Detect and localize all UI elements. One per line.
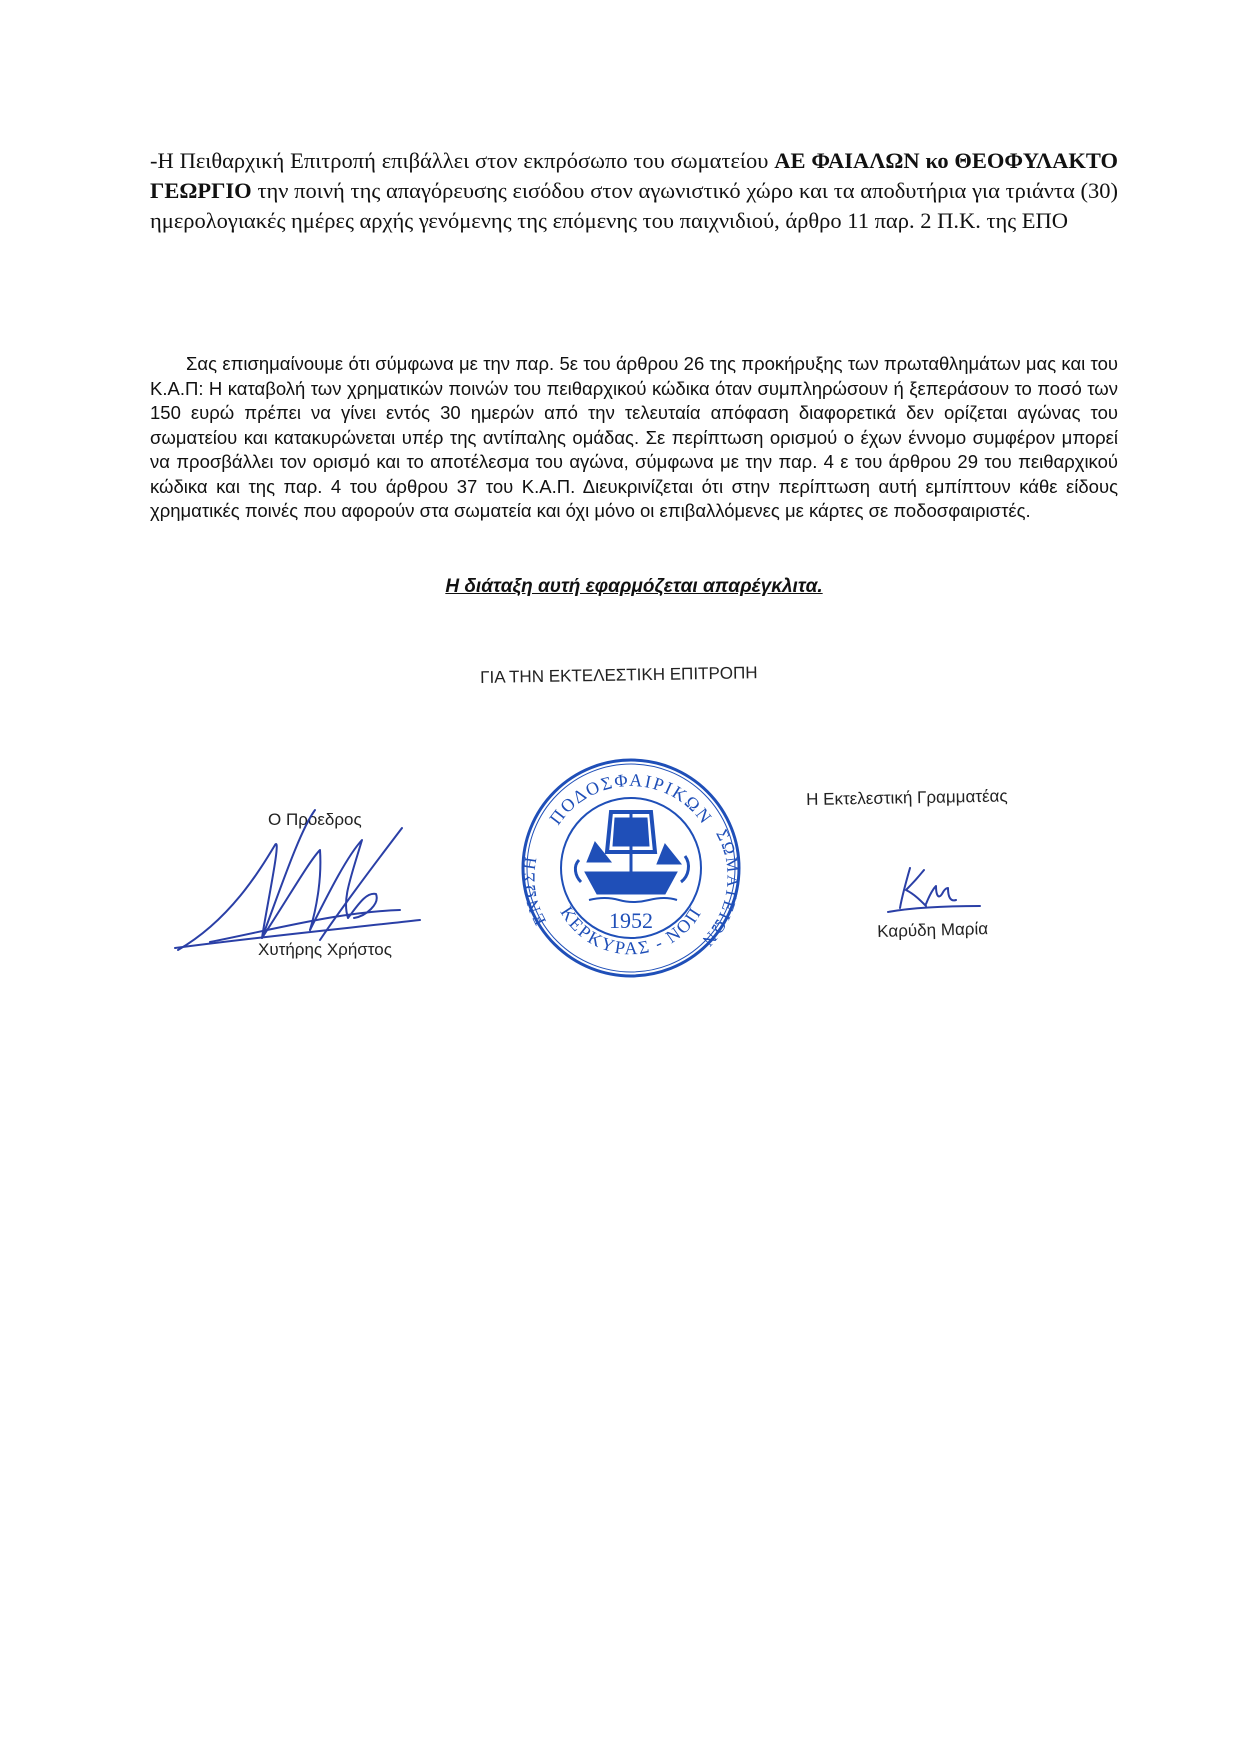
seal-year: 1952 — [609, 908, 653, 933]
president-title: Ο Πρόεδρος — [268, 810, 362, 829]
secretary-signature — [880, 860, 990, 920]
secretary-title: Η Εκτελεστική Γραμματέας — [806, 786, 1008, 809]
penalty-lead: -Η Πειθαρχική Επιτροπή επιβάλλει στον εκπρόσωπο του σωματείου — [150, 148, 769, 173]
penalty-details: την ποινή της απαγόρευσης εισόδου στον αγωνιστικό χώρο και τα αποδυτήρια για τριάντα (30) ημερολογιακές ημέρες αρχής γενόμενης της επόμενης του παιχνιδιού, άρθρο 11 παρ. 2 Π.Κ. της ΕΠΟ — [150, 178, 1118, 233]
committee-heading: ΓΙΑ ΤΗΝ ΕΚΤΕΛΕΣΤΙΚΗ ΕΠΙΤΡΟΠΗ — [480, 663, 758, 687]
secretary-name: Καρύδη Μαρία — [877, 919, 989, 941]
penalty-paragraph — [150, 146, 1118, 236]
ship-icon — [575, 810, 688, 902]
strict-application-notice: Η διάταξη αυτή εφαρμόζεται απαρέγκλιτα. — [445, 576, 823, 597]
payment-rules-text: Σας επισημαίνουμε ότι σύμφωνα με την παρ. 5ε του άρθρου 26 της προκήρυξης των πρωταθλημάτων μας και του Κ.Α.Π: Η καταβολή των χρηματικών ποινών του πειθαρχικού κώδικα όταν συμπληρώσουν ή ξεπεράσουν το ποσό των 150 ευρώ πρέπει να γίνει εντός 30 ημερών από την τελευταία απόφαση διαφορετικά δεν ορίζεται αγώνας του σωματείου και κατακυρώνεται υπέρ της αντίπαλης ομάδας. Σε περίπτωση ορισμού ο έχων έννομο συμφέρον μπορεί να προσβάλλει τον ορισμό και το αποτέλεσμα του αγώνα, σύμφωνα με την παρ. 4 ε του άρθρου 29 του πειθαρχικού κώδικα και της παρ. 4 του άρθρου 37 του Κ.Α.Π. Διευκρινίζεται ότι στην περίπτωση αυτή εμπίπτουν κάθε είδους χρηματικές ποινές που αφορούν στα σωματεία και όχι μόνο οι επιβαλλόμενες με κάρτες σε ποδοσφαιριστές. — [150, 353, 1118, 521]
svg-text:ΕΝΩΣΗ — [519, 854, 549, 928]
seal-left-text: ΕΝΩΣΗ — [519, 853, 550, 929]
president-name: Χυτήρης Χρήστος — [258, 940, 392, 959]
club-representative-name: ΑΕ ΦΑΙΑΛΩΝ κο ΘΕΟΦΥΛΑΚΤΟ ΓΕΩΡΓΙΟ — [150, 148, 1119, 203]
association-seal — [515, 752, 747, 984]
payment-rules-paragraph — [150, 352, 1118, 524]
seal-bottom-text: ΚΕΡΚΥΡΑΣ - ΝΟΠ — [556, 902, 706, 959]
seal-top-text: ΠΟΔΟΣΦΑΙΡΙΚΩΝ — [545, 769, 717, 829]
seal-right-text: ΣΩΜΑΤΕΙΩΝ — [697, 826, 743, 952]
